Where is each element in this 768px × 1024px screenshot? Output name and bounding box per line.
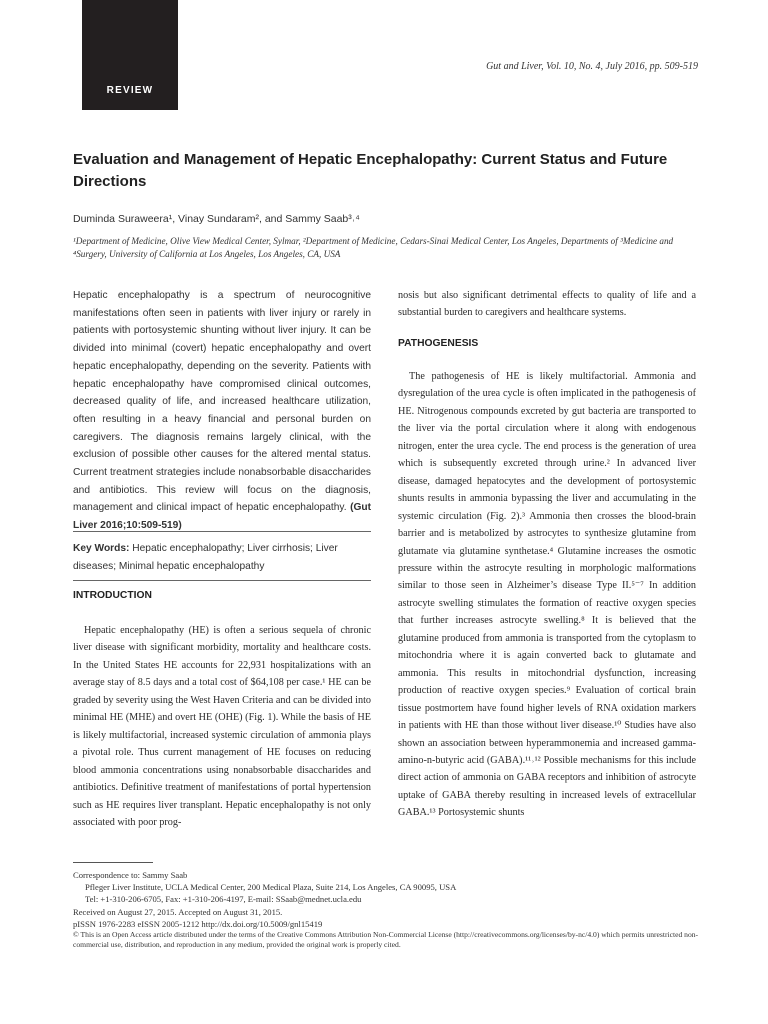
introduction-heading: INTRODUCTION (73, 590, 152, 601)
license-statement: © This is an Open Access article distributed under the terms of the Creative Commons Attribution Non-Commercial License (http://creativecommons.org/licenses/by-nc/4.0) which permits unrestricted non-commercial use, distribution, and reproduction in any medium, provided the original work is properly cited. (73, 930, 699, 950)
received-dates: Received on August 27, 2015. Accepted on August 31, 2015. (73, 906, 283, 917)
issn-doi: pISSN 1976-2283 eISSN 2005-1212 http://dx.doi.org/10.5009/gnl15419 (73, 918, 323, 929)
keywords-divider (73, 580, 371, 581)
section-label: REVIEW (106, 85, 154, 96)
pathogenesis-paragraph: The pathogenesis of HE is likely multifactorial. Ammonia and dysregulation of the urea cycle is often implicated in the pathogenesis of HE. Nitrogenous compounds excreted by gut bacteria are transported to the liver via the portal circulation where it along with endogenous nitrogen, enter the urea cycle. The end process is the generation of urea which is subsequently excreted through urine.² In advanced liver disease, damaged hepatocytes and the development of portosystemic shunts results in ammonia bypassing the liver and accumulating in the systemic circulation (Fig. 2).³ Ammonia then crosses the blood-brain barrier and is metabolized by astrocytes to synthesize glutamine from glutamate via glutamine synthetase.⁴ Glutamine increases the osmotic pressure within the astrocyte resulting in morphologic malformations similar to those seen in Alzheimer’s disease Type II.⁵⁻⁷ In addition astrocyte swelling stimulates the formation of reactive oxygen species that further increases astrocyte swelling.⁸ It is believed that the glutamine produced from ammonia is transported from the cytoplasm to mitochondria where it is again converted back to glutamate and ammonia. This results in mitochondrial dysfunction, increasing production of reactive oxygen species.⁹ Evaluation of cortical brain tissue postmortem have found higher levels of RNA oxidation markers in patients with HE than those without liver disease.¹⁰ Studies have also shown an association between hyperammonemia and increased gamma-amino-n-butyric acid (GABA).¹¹˒¹² Possible mechanisms for this include direct action of ammonia on GABA receptors and inhibition of astrocyte uptake of GABA thereby resulting in increased levels of extracellular GABA.¹³ Portosystemic shunts (398, 371, 696, 819)
keywords-label: Key Words: (73, 543, 130, 554)
keywords-text: Hepatic encephalopathy; Liver cirrhosis; Liver diseases; Minimal hepatic encephalopathy (73, 543, 338, 572)
section-banner (82, 0, 178, 110)
footnotes (73, 869, 713, 950)
continuation-paragraph: nosis but also significant detrimental effects to quality of life and a substantial burden to caregivers and healthcare systems. (398, 290, 696, 319)
pathogenesis-heading: PATHOGENESIS (398, 338, 479, 349)
footnote-divider (73, 862, 153, 863)
abstract-divider (73, 531, 371, 532)
introduction-paragraph: Hepatic encephalopathy (HE) is often a serious sequela of chronic liver disease with significant morbidity, mortality and healthcare costs. In the United States HE accounts for 22,931 hospitalizations with an average stay of 8.5 days and a total cost of $64,108 per case.¹ HE can be graded by severity using the West Haven Criteria and can be divided into minimal HE (MHE) and overt HE (OHE) (Fig. 1). While the basis of HE is likely multifactorial, increased systemic circulation of ammonia plays a pivotal role. Thus current management of HE focuses on reducing blood ammonia concentrations using nonabsorbable disaccharides and antibiotics. Definitive treatment of manifestations of portal hypertension such as HE requires liver transplant. Hepatic encephalopathy is not only associated with poor prog- (73, 625, 371, 828)
right-column-continuation (398, 287, 696, 322)
author-list: Duminda Suraweera¹, Vinay Sundaram², and Sammy Saab³˒⁴ (73, 213, 360, 225)
correspondence-contact: Tel: +1-310-206-6705, Fax: +1-310-206-4197, E-mail: SSaab@mednet.ucla.edu (85, 894, 362, 905)
introduction-body (73, 622, 371, 831)
affiliations: ¹Department of Medicine, Olive View Medical Center, Sylmar, ²Department of Medicine, Cedars-Sinai Medical Center, Los Angeles, Departments of ³Medicine and ⁴Surgery, University of California at Los Angeles, Los Angeles, CA, USA (73, 236, 674, 259)
abstract-text: Hepatic encephalopathy is a spectrum of neurocognitive manifestations often seen in patients with liver injury or rarely in patients with portosystemic shunting without liver injury. It can be divided into minimal (covert) hepatic encephalopathy and overt hepatic encephalopathy, depending on the severity. Patients with hepatic encephalopathy have compromised clinical outcomes, decreased quality of life, and increased healthcare utilization, often resulting in a heavy financial and personal burden on caregivers. The diagnosis remains largely clinical, with the exclusion of possible other causes for the altered mental status. Current treatment strategies include nonabsorbable disaccharides and antibiotics. This review will focus on the diagnosis, management and clinical impact of hepatic encephalopathy. (73, 290, 371, 514)
correspondence-address: Pfleger Liver Institute, UCLA Medical Center, 200 Medical Plaza, Suite 214, Los Angeles, CA 90095, USA (85, 882, 457, 893)
keywords (73, 540, 371, 576)
correspondence: Correspondence to: Sammy Saab (73, 870, 188, 880)
abstract-citation: (Gut Liver 2016;10:509-519) (73, 502, 371, 532)
journal-reference: Gut and Liver, Vol. 10, No. 4, July 2016, pp. 509-519 (486, 61, 698, 72)
pathogenesis-body (398, 368, 696, 822)
article-title: Evaluation and Management of Hepatic Encephalopathy: Current Status and Future Directions (73, 151, 668, 190)
abstract (73, 287, 371, 535)
